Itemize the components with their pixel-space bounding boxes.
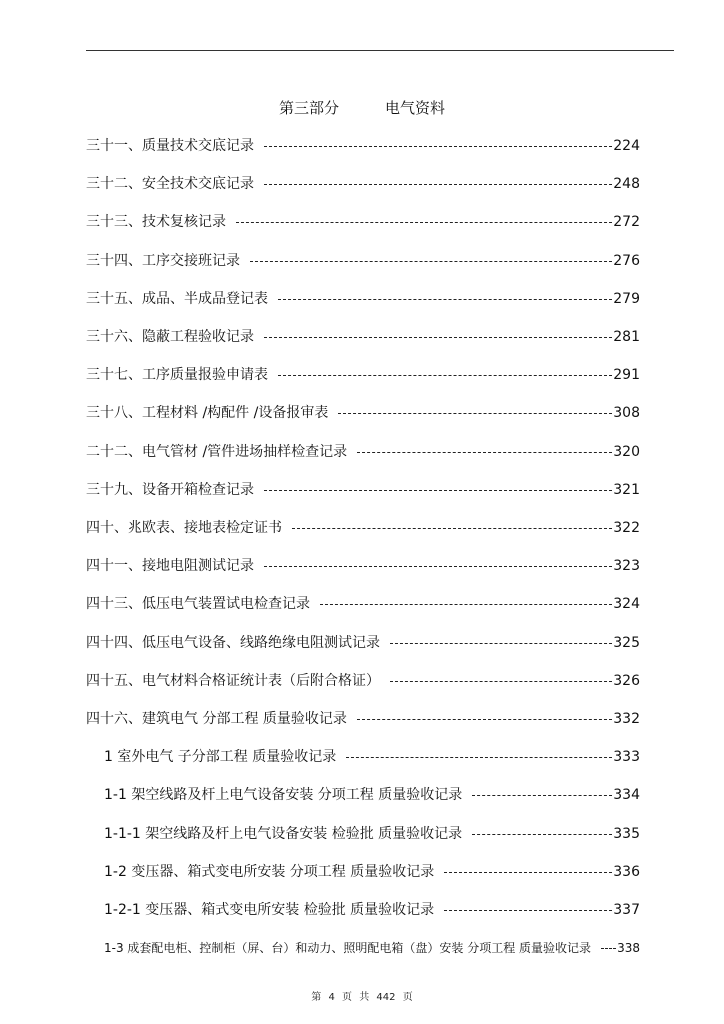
toc-entry — [86, 212, 640, 232]
toc-entry — [104, 862, 640, 882]
footer-page-word: 页 — [342, 992, 353, 1003]
toc-entry-page: 338 — [617, 941, 640, 955]
toc-entry-page: 323 — [613, 558, 640, 574]
toc-entry-page: 336 — [613, 864, 640, 880]
toc-entry-label: 1-2-1 变压器、箱式变电所安装 检验批 质量验收记录 — [104, 902, 435, 918]
toc-entry — [86, 633, 640, 653]
toc-leader-dashes — [338, 413, 612, 414]
footer-suffix: 页 — [402, 992, 413, 1003]
toc-entry-label: 三十八、工程材料 /构配件 /设备报审表 — [86, 405, 329, 421]
page-footer — [0, 988, 724, 1003]
toc-leader-dashes — [346, 757, 612, 758]
toc-entry-label: 1 室外电气 子分部工程 质量验收记录 — [104, 749, 337, 765]
toc-entry — [104, 747, 640, 767]
toc-leader-dashes — [601, 948, 616, 949]
section-title — [0, 97, 724, 118]
toc-entry-label: 三十一、质量技术交底记录 — [86, 138, 254, 154]
toc-entry-page: 322 — [613, 520, 640, 536]
toc-leader-dashes — [292, 528, 612, 529]
toc-leader-dashes — [357, 719, 612, 720]
toc-entry-label: 1-3 成套配电柜、控制柜（屏、台）和动力、照明配电箱（盘）安装 分项工程 质量验收记录 — [104, 941, 592, 955]
toc-entry-page: 326 — [613, 673, 640, 689]
toc-leader-dashes — [444, 872, 612, 873]
toc-entry-label: 四十一、接地电阻测试记录 — [86, 558, 254, 574]
toc-leader-dashes — [278, 299, 612, 300]
toc-leader-dashes — [472, 834, 612, 835]
toc-entry-page: 276 — [613, 253, 640, 269]
toc-entry-page: 279 — [613, 291, 640, 307]
toc-entry-page: 332 — [613, 711, 640, 727]
toc-entry-page: 333 — [613, 749, 640, 765]
toc-entry-label: 四十、兆欧表、接地表检定证书 — [86, 520, 282, 536]
toc-entry-page: 308 — [613, 405, 640, 421]
toc-leader-dashes — [444, 910, 612, 911]
toc-entry-page: 320 — [613, 444, 640, 460]
toc-entry-page: 224 — [613, 138, 640, 154]
footer-total-pages: 442 — [376, 992, 396, 1003]
toc-entry — [86, 174, 640, 194]
toc-entry — [104, 938, 640, 958]
toc-entry-label: 四十五、电气材料合格证统计表（后附合格证） — [86, 673, 380, 689]
toc-entry — [86, 518, 640, 538]
toc-entry-label: 三十四、工序交接班记录 — [86, 253, 240, 269]
toc-entry — [86, 365, 640, 385]
toc-entry-page: 334 — [613, 787, 640, 803]
toc-leader-dashes — [236, 222, 612, 223]
toc-leader-dashes — [264, 184, 612, 185]
toc-leader-dashes — [472, 795, 612, 796]
toc-entry — [86, 594, 640, 614]
section-subject: 电气资料 — [385, 99, 446, 117]
toc-entry-page: 335 — [613, 826, 640, 842]
toc-entry — [86, 442, 640, 462]
toc-leader-dashes — [264, 566, 612, 567]
footer-prefix: 第 — [311, 992, 322, 1003]
toc-entry-label: 三十三、技术复核记录 — [86, 214, 226, 230]
toc-entry — [86, 327, 640, 347]
toc-entry — [86, 136, 640, 156]
toc-entry — [104, 785, 640, 805]
toc-entry-page: 281 — [613, 329, 640, 345]
toc-leader-dashes — [390, 681, 612, 682]
toc-entry-label: 1-1 架空线路及杆上电气设备安装 分项工程 质量验收记录 — [104, 787, 463, 803]
toc-entry-label: 1-2 变压器、箱式变电所安装 分项工程 质量验收记录 — [104, 864, 435, 880]
toc-entry — [86, 480, 640, 500]
header-rule — [86, 50, 674, 51]
toc-entry-page: 337 — [613, 902, 640, 918]
toc-entry-label: 二十二、电气管材 /管件进场抽样检查记录 — [86, 444, 348, 460]
footer-total-word: 共 — [359, 992, 370, 1003]
toc-entry — [86, 556, 640, 576]
toc-leader-dashes — [357, 452, 612, 453]
toc-leader-dashes — [390, 643, 612, 644]
toc-entry-label: 三十七、工序质量报验申请表 — [86, 367, 268, 383]
toc-entry-label: 四十六、建筑电气 分部工程 质量验收记录 — [86, 711, 347, 727]
toc-entry — [86, 403, 640, 423]
toc-entry-label: 1-1-1 架空线路及杆上电气设备安装 检验批 质量验收记录 — [104, 826, 463, 842]
toc-entry-page: 321 — [613, 482, 640, 498]
toc-entry — [86, 671, 640, 691]
toc-entry-label: 三十九、设备开箱检查记录 — [86, 482, 254, 498]
section-part: 第三部分 — [278, 99, 339, 117]
toc-entry — [86, 251, 640, 271]
toc-entry-label: 三十五、成品、半成品登记表 — [86, 291, 268, 307]
toc-leader-dashes — [264, 337, 612, 338]
toc-leader-dashes — [278, 375, 612, 376]
toc-entry-page: 291 — [613, 367, 640, 383]
toc-entry-page: 272 — [613, 214, 640, 230]
footer-current-page: 4 — [328, 992, 335, 1003]
toc-leader-dashes — [264, 146, 612, 147]
toc-leader-dashes — [264, 490, 612, 491]
toc-entry-label: 三十二、安全技术交底记录 — [86, 176, 254, 192]
toc-entry — [86, 289, 640, 309]
toc-entry — [104, 824, 640, 844]
toc-entry-page: 324 — [613, 596, 640, 612]
toc-leader-dashes — [250, 261, 612, 262]
toc-leader-dashes — [320, 604, 612, 605]
toc-entry-page: 248 — [613, 176, 640, 192]
toc-entry — [86, 709, 640, 729]
toc-entry-label: 四十三、低压电气装置试电检查记录 — [86, 596, 310, 612]
toc-entry-page: 325 — [613, 635, 640, 651]
toc-entry — [104, 900, 640, 920]
toc-entry-label: 四十四、低压电气设备、线路绝缘电阻测试记录 — [86, 635, 380, 651]
toc-entry-label: 三十六、隐蔽工程验收记录 — [86, 329, 254, 345]
